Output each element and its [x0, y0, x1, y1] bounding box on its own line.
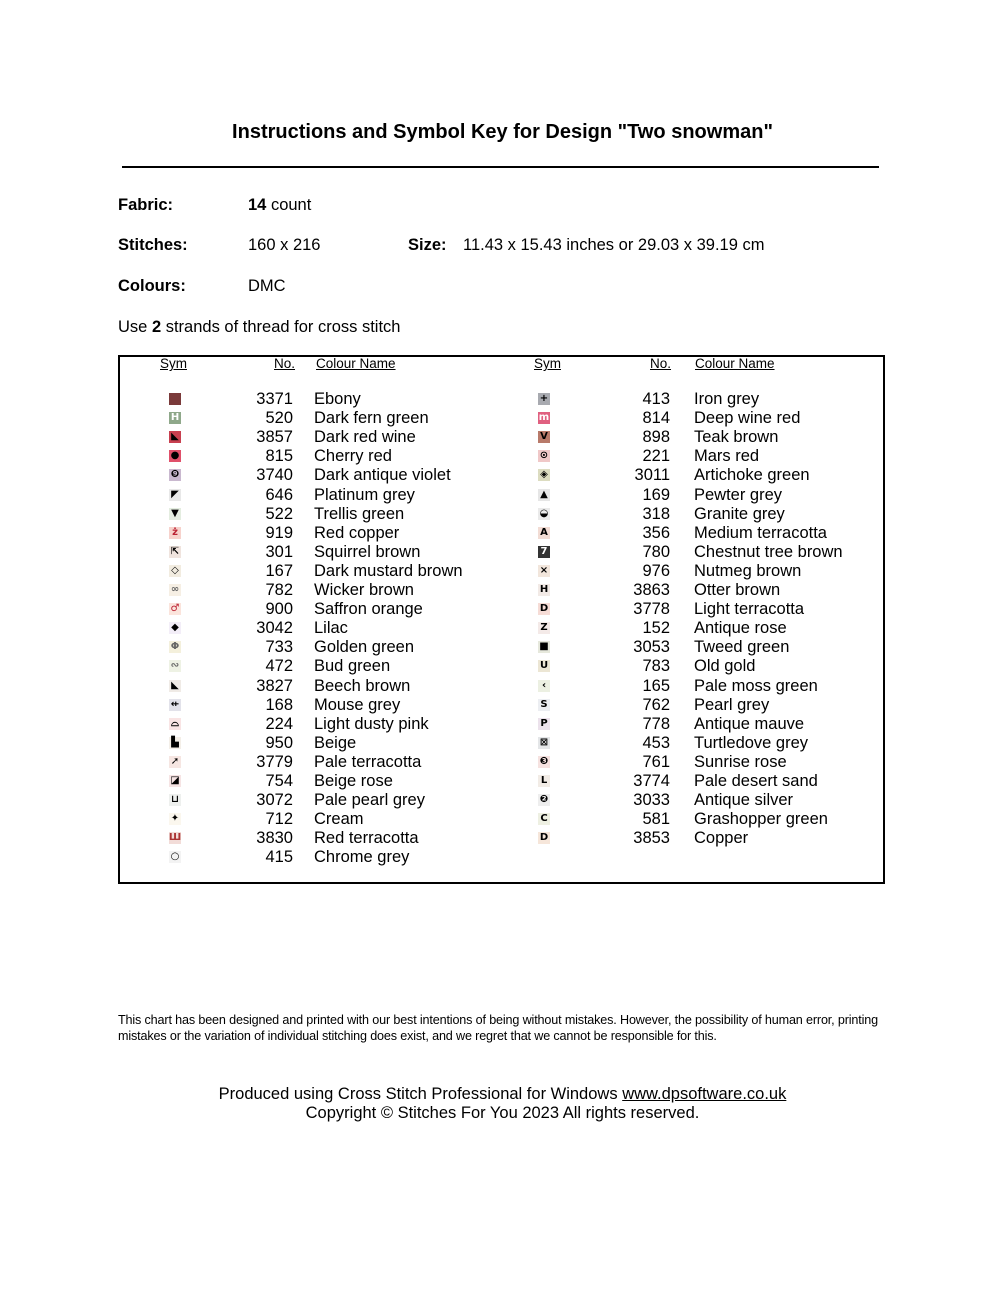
colour-number: 950 [265, 733, 293, 752]
colour-name: Trellis green [314, 504, 405, 523]
symbol-icon: ❾ [170, 469, 180, 481]
symbol-icon: ◣ [169, 431, 181, 443]
key-row [0, 409, 1005, 428]
symbol-icon: ▼ [169, 508, 181, 520]
key-row [0, 696, 1005, 715]
symbol-icon: ∾ [170, 660, 180, 672]
symbol-icon: ❸ [539, 755, 549, 767]
symbol-icon: ⇱ [170, 545, 180, 557]
colour-name: Beige rose [314, 772, 393, 790]
symbol-icon: m [538, 412, 550, 424]
produced-text: Produced using Cross Stitch Professional for Windows [218, 1085, 618, 1103]
colour-name: Wicker brown [314, 581, 414, 599]
colour-number: 754 [265, 772, 293, 790]
colour-number: 761 [642, 752, 670, 771]
key-row [0, 505, 1005, 524]
symbol-icon: Z [538, 622, 550, 634]
colour-number: 522 [265, 504, 293, 523]
key-row [0, 562, 1005, 581]
strands-count: 2 [151, 318, 162, 336]
symbol-icon: H [539, 584, 549, 595]
colour-name: Light dusty pink [314, 714, 429, 733]
symbol-icon: S [538, 699, 550, 711]
disclaimer-text: This chart has been designed and printed with our best intentions of being without mistakes. However, the possibility of human error, printing mistakes or the variation of individual stitching does exist, and we regret that we cannot be responsible for this. [118, 1013, 878, 1043]
key-row [0, 715, 1005, 734]
key-row [0, 466, 1005, 485]
fabric-value [248, 196, 311, 215]
symbol-icon: ◣ [169, 680, 181, 692]
colour-name: Beige [314, 733, 357, 752]
symbol-icon: ▙ [169, 737, 181, 749]
key-row [0, 638, 1005, 657]
colour-name: Dark mustard brown [314, 561, 463, 580]
symbol-icon: Ш [168, 832, 182, 844]
colour-number: 520 [265, 409, 293, 428]
symbol-icon: H [170, 412, 180, 424]
symbol-icon: ◈ [538, 469, 550, 481]
symbol-icon: D [539, 603, 549, 615]
symbol-icon: Φ [170, 641, 180, 653]
colour-name: Mars red [694, 447, 760, 466]
fabric-label: Fabric: [118, 196, 174, 214]
right-colour-name-header: Colour Name [695, 356, 775, 371]
colour-number: 169 [642, 485, 670, 504]
colour-name: Squirrel brown [314, 542, 421, 561]
key-row [0, 753, 1005, 772]
colour-name: Ebony [314, 390, 361, 408]
colour-number: 778 [642, 714, 670, 733]
symbol-icon: A [538, 527, 550, 539]
colour-number: 472 [265, 657, 293, 676]
symbol-icon: U [539, 660, 549, 672]
colour-name: Lilac [314, 619, 348, 638]
key-row [0, 848, 1005, 867]
colour-number: 3778 [633, 600, 670, 619]
symbol-icon: V [538, 431, 550, 443]
colour-name: Cream [314, 810, 364, 829]
colour-number: 415 [265, 848, 293, 867]
colour-number: 3779 [256, 752, 293, 771]
symbol-icon: + [539, 393, 549, 404]
colour-number: 783 [642, 657, 670, 676]
symbol-icon: ◒ [539, 507, 549, 519]
left-colour-name-header: Colour Name [316, 356, 396, 371]
colour-name: Mouse grey [314, 695, 401, 714]
colour-name: Chestnut tree brown [694, 542, 843, 561]
colour-number: 976 [642, 561, 670, 580]
colour-number: 581 [642, 810, 670, 829]
colour-number: 3072 [256, 791, 293, 810]
colour-number: 3830 [256, 829, 293, 848]
colour-name: Pewter grey [694, 485, 783, 504]
key-row [0, 524, 1005, 543]
key-row [0, 390, 1005, 409]
colour-number: 782 [265, 581, 293, 599]
strands-instruction [118, 318, 400, 337]
symbol-icon: ❷ [539, 794, 549, 806]
colour-number: 167 [265, 561, 293, 580]
symbol-icon: ➚ [170, 755, 180, 767]
symbol-icon: ◇ [169, 565, 181, 577]
colour-name: Cherry red [314, 447, 392, 466]
colour-name: Pale desert sand [694, 772, 818, 790]
colour-name: Beech brown [314, 676, 411, 695]
colour-name: Copper [694, 829, 749, 848]
colour-name: Platinum grey [314, 485, 415, 504]
left-no-header: No. [274, 356, 296, 371]
key-row [0, 447, 1005, 466]
colour-number: 646 [265, 485, 293, 504]
key-row [0, 677, 1005, 696]
colour-number: 3774 [633, 772, 670, 790]
colour-name: Antique mauve [694, 714, 805, 733]
size-value: 11.43 x 15.43 inches or 29.03 x 39.19 cm [463, 236, 765, 254]
colour-name: Red copper [314, 523, 400, 542]
key-row [0, 734, 1005, 753]
colour-name: Sunrise rose [694, 752, 787, 771]
colour-number: 733 [265, 638, 293, 657]
colour-number: 318 [642, 504, 670, 523]
colour-name: Granite grey [694, 504, 785, 523]
colour-number: 165 [642, 676, 670, 695]
symbol-icon: C [538, 813, 550, 825]
colour-name: Pale terracotta [314, 752, 422, 771]
colour-number: 221 [642, 447, 670, 466]
colour-name: Saffron orange [314, 600, 423, 619]
left-sym-header: Sym [160, 356, 187, 371]
colour-number: 919 [265, 523, 293, 542]
key-row [0, 581, 1005, 600]
colour-name: Grashopper green [694, 810, 828, 829]
colour-name: Otter brown [694, 581, 781, 599]
colour-name: Dark antique violet [314, 466, 451, 485]
colour-number: 168 [265, 695, 293, 714]
produced-by-line [0, 1085, 1005, 1104]
key-row [0, 810, 1005, 829]
key-row [0, 543, 1005, 562]
key-row [0, 619, 1005, 638]
colour-number: 224 [265, 714, 293, 733]
colour-number: 898 [642, 428, 670, 447]
size-label: Size: [408, 236, 447, 254]
colour-number: 762 [642, 695, 670, 714]
symbol-icon: ⊙ [539, 450, 549, 462]
key-row [0, 657, 1005, 676]
colour-name: Deep wine red [694, 409, 801, 428]
colour-name: Pearl grey [694, 695, 770, 714]
symbol-icon: ▲ [538, 489, 550, 501]
colour-name: Tweed green [694, 638, 790, 657]
key-row [0, 772, 1005, 791]
colour-number: 3853 [633, 829, 670, 848]
symbol-icon: ⊔ [169, 794, 181, 806]
colour-name: Golden green [314, 638, 414, 657]
colour-number: 3053 [633, 638, 670, 657]
symbol-icon: ⌓ [169, 718, 181, 730]
colours-value: DMC [248, 277, 286, 295]
symbol-icon: ‹ [538, 680, 550, 692]
colour-number: 3827 [256, 676, 293, 695]
symbol-icon: ♂ [170, 603, 180, 615]
colours-label: Colours: [118, 277, 186, 295]
colour-name: Bud green [314, 657, 391, 676]
stitches-value: 160 x 216 [248, 236, 321, 254]
colour-number: 413 [642, 390, 670, 408]
colour-name: Dark fern green [314, 409, 429, 428]
colour-number: 301 [265, 542, 293, 561]
colour-name: Dark red wine [314, 428, 416, 447]
symbol-icon: ⇷ [170, 698, 180, 710]
colour-number: 3011 [634, 466, 670, 485]
fabric-count: 14 [248, 196, 267, 214]
colour-number: 814 [642, 409, 670, 428]
website-link[interactable]: www.dpsoftware.co.uk [622, 1085, 787, 1103]
colour-name: Pale moss green [694, 676, 818, 695]
key-row [0, 428, 1005, 447]
colour-name: Antique rose [694, 619, 787, 638]
colour-number: 152 [642, 619, 670, 638]
strands-suffix: strands of thread for cross stitch [165, 318, 401, 336]
symbol-icon: ◤ [169, 489, 181, 501]
colour-name: Artichoke green [694, 466, 810, 485]
symbol-icon: ⊠ [539, 736, 549, 748]
symbol-icon: ż [169, 527, 181, 539]
symbol-icon: D [539, 832, 549, 844]
colour-name: Pale pearl grey [314, 791, 425, 810]
colour-name: Nutmeg brown [694, 561, 802, 580]
right-no-header: No. [650, 356, 672, 371]
colour-name: Iron grey [694, 390, 760, 408]
strands-prefix: Use [118, 318, 148, 336]
symbol-icon: ◆ [169, 622, 181, 634]
colour-number: 453 [642, 733, 670, 752]
symbol-icon: P [538, 718, 550, 730]
colour-number: 712 [265, 810, 293, 829]
right-sym-header: Sym [534, 356, 561, 371]
title-divider [122, 166, 879, 168]
colour-number: 3857 [256, 428, 293, 447]
colour-name: Medium terracotta [694, 523, 827, 542]
symbol-icon: ✦ [170, 813, 180, 825]
colour-name: Red terracotta [314, 829, 419, 848]
colour-number: 3033 [633, 791, 670, 810]
fabric-unit: count [270, 196, 312, 214]
colour-name: Chrome grey [314, 848, 410, 867]
key-row [0, 486, 1005, 505]
symbol-icon: 7 [538, 546, 550, 558]
key-row [0, 829, 1005, 848]
symbol-icon: × [539, 564, 549, 576]
colour-name: Antique silver [694, 791, 794, 810]
colour-name: Turtledove grey [694, 733, 809, 752]
symbol-icon: ■ [539, 641, 549, 653]
colour-number: 3042 [256, 619, 293, 638]
colour-name: Light terracotta [694, 600, 805, 619]
copyright-line: Copyright © Stitches For You 2023 All rights reserved. [305, 1104, 700, 1122]
symbol-icon: ◪ [170, 775, 180, 786]
symbol-icon: ● [170, 450, 180, 462]
symbol-icon: ∞ [170, 584, 180, 595]
colour-number: 356 [642, 523, 670, 542]
colour-number: 3863 [633, 581, 670, 599]
colour-number: 3740 [256, 466, 293, 485]
colour-number: 3371 [256, 390, 293, 408]
key-row [0, 600, 1005, 619]
colour-name: Teak brown [694, 428, 779, 447]
symbol-icon: ○ [170, 851, 180, 863]
stitches-label: Stitches: [118, 236, 188, 254]
symbol-icon: L [538, 775, 550, 787]
colour-name: Old gold [694, 657, 756, 676]
colour-number: 900 [265, 600, 293, 619]
colour-number: 780 [642, 542, 670, 561]
colour-number: 815 [265, 447, 293, 466]
page-title: Instructions and Symbol Key for Design "Two snowman" [232, 121, 773, 143]
key-row [0, 791, 1005, 810]
